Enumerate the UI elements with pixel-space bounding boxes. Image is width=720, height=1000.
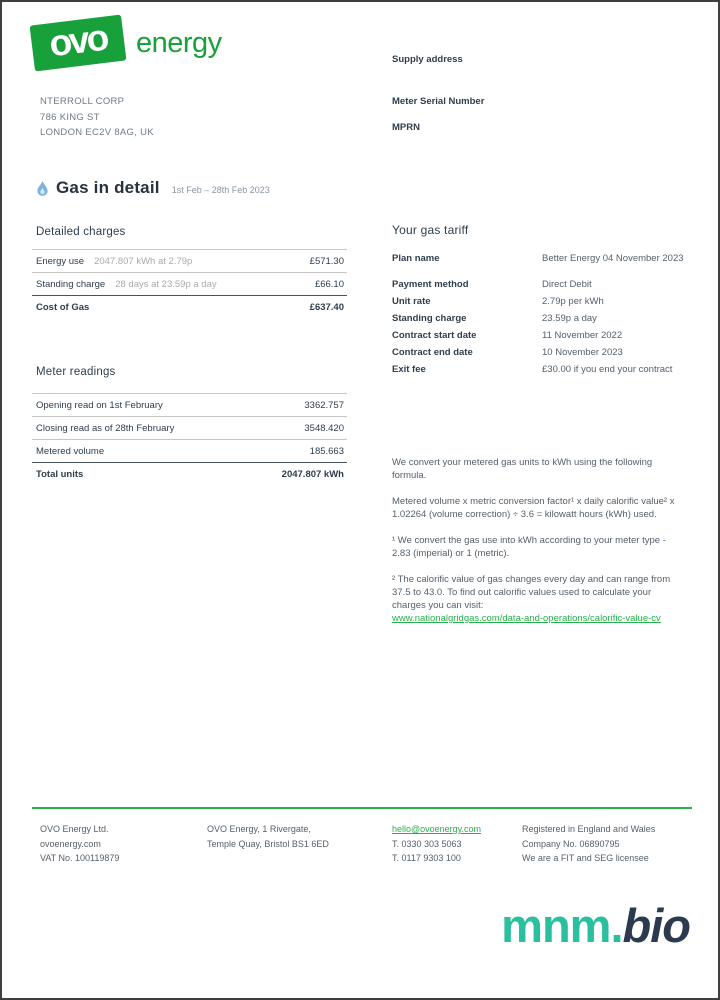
tariff-label: Contract end date bbox=[392, 347, 473, 358]
total-label: Cost of Gas bbox=[36, 302, 90, 313]
gas-tariff-title: Your gas tariff bbox=[392, 223, 469, 237]
charge-amount: £571.30 bbox=[309, 256, 344, 267]
footer-licensee: We are a FIT and SEG licensee bbox=[522, 853, 649, 863]
table-row bbox=[32, 416, 347, 439]
ovo-energy-logo bbox=[32, 16, 222, 66]
customer-street: 786 KING ST bbox=[40, 111, 100, 123]
ovo-logo-mark bbox=[30, 15, 127, 72]
reading-label: Closing read as of 28th February bbox=[36, 423, 175, 434]
energy-logo-text: energy bbox=[136, 26, 222, 59]
conversion-intro: We convert your metered gas units to kWh using the following formula. bbox=[392, 457, 653, 481]
tariff-value: Better Energy 04 November 2023 bbox=[542, 253, 684, 264]
tariff-row bbox=[392, 363, 684, 376]
conversion-footnote-2 bbox=[392, 573, 684, 625]
reading-label: Opening read on 1st February bbox=[36, 400, 163, 411]
gas-flame-icon bbox=[36, 180, 49, 197]
footer-vat: VAT No. 100119879 bbox=[40, 853, 120, 863]
tariff-row bbox=[392, 329, 684, 342]
tariff-value: 2.79p per kWh bbox=[542, 296, 604, 307]
tariff-value: 10 November 2023 bbox=[542, 347, 623, 358]
table-row bbox=[32, 393, 347, 416]
tariff-value: 23.59p a day bbox=[542, 313, 597, 324]
reading-value: 3548.420 bbox=[304, 423, 344, 434]
watermark-bio: bio bbox=[622, 899, 690, 952]
mprn-label: MPRN bbox=[392, 122, 420, 133]
conversion-footnote-1: ¹ We convert the gas use into kWh according to your meter type - 2.83 (imperial) or 1 (metric). bbox=[392, 535, 666, 559]
page-title: Gas in detail bbox=[56, 178, 160, 197]
charge-detail: 2047.807 kWh at 2.79p bbox=[94, 256, 193, 267]
footer-legal-col bbox=[522, 822, 655, 866]
conversion-formula: Metered volume x metric conversion factor¹ x daily calorific value² x 1.02264 (volume correction) ÷ 3.6 = kilowatt hours (kWh) used. bbox=[392, 496, 675, 520]
gas-tariff-table bbox=[392, 252, 684, 380]
footer-company-no: Company No. 06890795 bbox=[522, 838, 620, 849]
gas-in-detail-header bbox=[36, 178, 270, 198]
reading-value: 3362.757 bbox=[304, 400, 344, 411]
table-row bbox=[32, 439, 347, 462]
tariff-label: Plan name bbox=[392, 253, 440, 264]
tariff-row bbox=[392, 295, 684, 308]
footer-registered: Registered in England and Wales bbox=[522, 824, 656, 834]
tariff-value: 11 November 2022 bbox=[542, 330, 623, 341]
reading-value: 185.663 bbox=[309, 446, 344, 457]
footer-address-col bbox=[207, 822, 329, 851]
footer-phone-1: T. 0330 303 5063 bbox=[392, 838, 462, 849]
tariff-label: Exit fee bbox=[392, 364, 426, 375]
tariff-row bbox=[392, 346, 684, 359]
total-label: Total units bbox=[36, 469, 84, 480]
table-total-row bbox=[32, 295, 347, 318]
tariff-value: Direct Debit bbox=[542, 279, 592, 290]
ovo-logo-text: ovo bbox=[47, 16, 109, 65]
tariff-label: Payment method bbox=[392, 279, 469, 290]
tariff-label: Contract start date bbox=[392, 330, 477, 341]
table-row bbox=[32, 249, 347, 272]
tariff-value: £30.00 if you end your contract bbox=[542, 364, 673, 375]
kwh-conversion-text bbox=[392, 456, 684, 625]
table-row bbox=[32, 272, 347, 295]
footer-address-line2: Temple Quay, Bristol BS1 6ED bbox=[207, 838, 329, 849]
footer-email-link[interactable]: hello@ovoenergy.com bbox=[392, 824, 482, 834]
tariff-label: Standing charge bbox=[392, 313, 467, 324]
footer-company-col bbox=[40, 822, 119, 866]
customer-name: NTERROLL CORP bbox=[40, 96, 125, 107]
customer-address bbox=[40, 94, 154, 141]
total-value: 2047.807 kWh bbox=[281, 469, 344, 480]
customer-city: LONDON EC2V 8AG, UK bbox=[40, 127, 154, 138]
tariff-label: Unit rate bbox=[392, 296, 431, 307]
total-amount: £637.40 bbox=[309, 302, 344, 313]
meter-readings-table bbox=[32, 393, 347, 485]
charge-amount: £66.10 bbox=[314, 279, 344, 290]
tariff-row bbox=[392, 278, 684, 291]
reading-label: Metered volume bbox=[36, 446, 105, 457]
footer-company-name: OVO Energy Ltd. bbox=[40, 824, 109, 834]
charge-label: Energy use bbox=[36, 256, 85, 267]
tariff-row bbox=[392, 252, 684, 265]
charge-label: Standing charge bbox=[36, 279, 106, 290]
footer-divider bbox=[32, 807, 692, 809]
supply-address-label: Supply address bbox=[392, 54, 463, 65]
mnm-bio-watermark bbox=[501, 898, 690, 953]
footer-phone-2: T. 0117 9303 100 bbox=[392, 853, 461, 863]
meter-readings-title: Meter readings bbox=[36, 366, 116, 378]
footer-contact-col bbox=[392, 822, 481, 866]
meter-serial-label: Meter Serial Number bbox=[392, 96, 485, 107]
billing-period: 1st Feb – 28th Feb 2023 bbox=[171, 185, 270, 195]
calorific-value-link[interactable]: www.nationalgridgas.com/data-and-operations/calorific-value-cv bbox=[392, 613, 661, 624]
footer-address-line1: OVO Energy, 1 Rivergate, bbox=[207, 824, 311, 834]
footer-website: ovoenergy.com bbox=[40, 838, 101, 849]
detailed-charges-title: Detailed charges bbox=[36, 226, 126, 238]
table-total-row bbox=[32, 462, 347, 485]
charge-detail: 28 days at 23.59p a day bbox=[115, 279, 217, 290]
watermark-mnm: mnm. bbox=[501, 899, 623, 952]
tariff-row bbox=[392, 312, 684, 325]
footnote-2-text: ² The calorific value of gas changes every day and can range from 37.5 to 43.0. To find out calorific values used to calculate your charges you can visit: bbox=[392, 574, 671, 611]
detailed-charges-table bbox=[32, 249, 347, 318]
